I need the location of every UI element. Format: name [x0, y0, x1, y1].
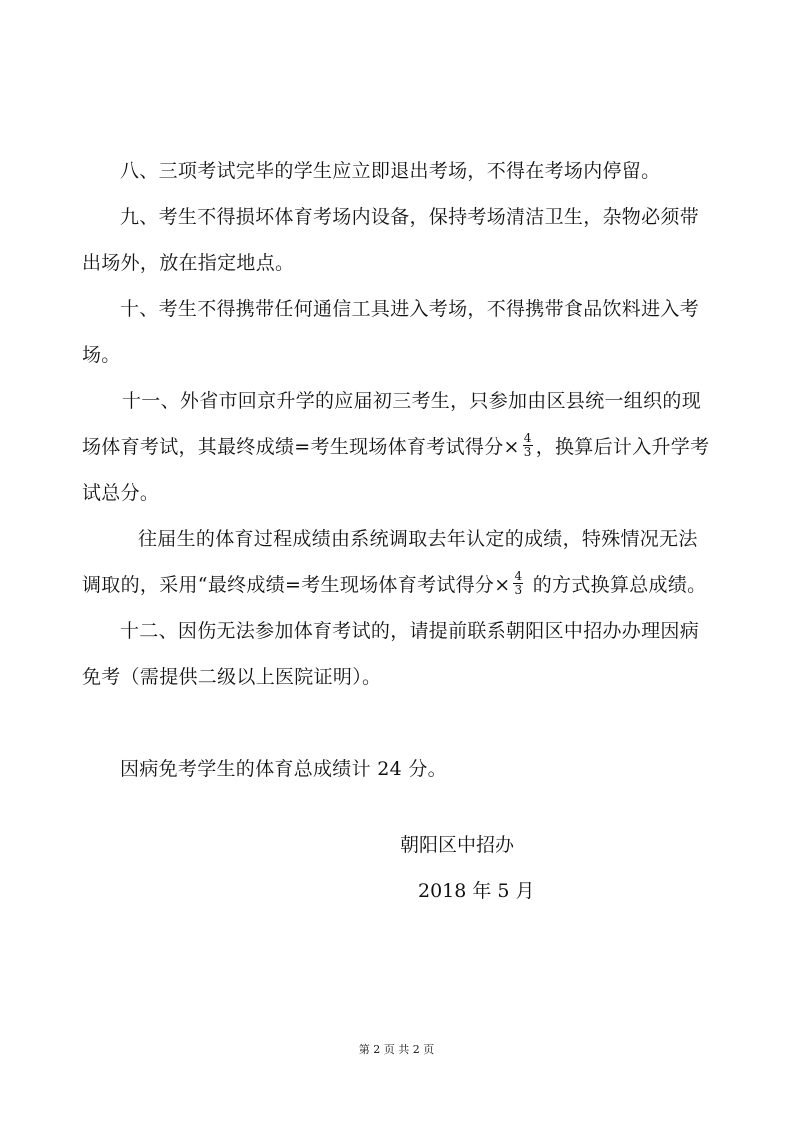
paragraph-item-11-text-b: ，换算后计入升学考试总分。 — [82, 436, 710, 504]
signature-organization: 朝阳区中招办 — [400, 834, 515, 856]
fraction-numerator: 4 — [514, 568, 523, 583]
paragraph-exemption-score — [82, 746, 716, 792]
page-number-text: 第 2 页 共 2 页 — [358, 1043, 435, 1056]
paragraph-item-10-text: 十、考生不得携带任何通信工具进入考场，不得携带食品饮料进入考场。 — [82, 298, 700, 366]
paragraph-spacer — [82, 700, 716, 746]
paragraph-item-12-text: 十二、因伤无法参加体育考试的，请提前联系朝阳区中招办办理因病免考（需提供二级以上医院证明）。 — [82, 620, 700, 688]
fraction-denominator: 3 — [523, 444, 532, 459]
paragraph-previous-students-text-b: 的方式换算总成绩。 — [526, 574, 707, 596]
fraction-denominator: 3 — [514, 582, 523, 597]
paragraph-item-11-text-a: 十一、外省市回京升学的应届初三考生，只参加由区县统一组织的现场体育考试，其最终成绩=考生现场体育考试得分× — [82, 390, 702, 458]
paragraph-item-8-text: 八、三项考试完毕的学生应立即退出考场，不得在考场内停留。 — [120, 160, 661, 182]
fraction-numerator: 4 — [523, 430, 532, 445]
paragraph-item-10 — [82, 286, 716, 378]
paragraph-previous-students — [82, 516, 716, 608]
fraction-four-thirds-1 — [523, 432, 533, 459]
paragraph-item-11 — [82, 378, 716, 516]
page-footer — [0, 1043, 793, 1057]
signature-date: 2018 年 5 月 — [418, 880, 535, 902]
paragraph-exemption-score-text: 因病免考学生的体育总成绩计 24 分。 — [120, 758, 447, 780]
fraction-four-thirds-2 — [513, 570, 523, 597]
paragraph-item-12 — [82, 608, 716, 700]
paragraph-item-9 — [82, 194, 716, 286]
paragraph-item-8 — [82, 148, 716, 194]
paragraph-item-9-text: 九、考生不得损坏体育考场内设备，保持考场清洁卫生，杂物必须带出场外，放在指定地点。 — [82, 206, 700, 274]
paragraph-previous-students-text-a: 往届生的体育过程成绩由系统调取去年认定的成绩，特殊情况无法调取的，采用“最终成绩=考生现场体育考试得分× — [82, 528, 698, 596]
document-body — [82, 148, 716, 792]
